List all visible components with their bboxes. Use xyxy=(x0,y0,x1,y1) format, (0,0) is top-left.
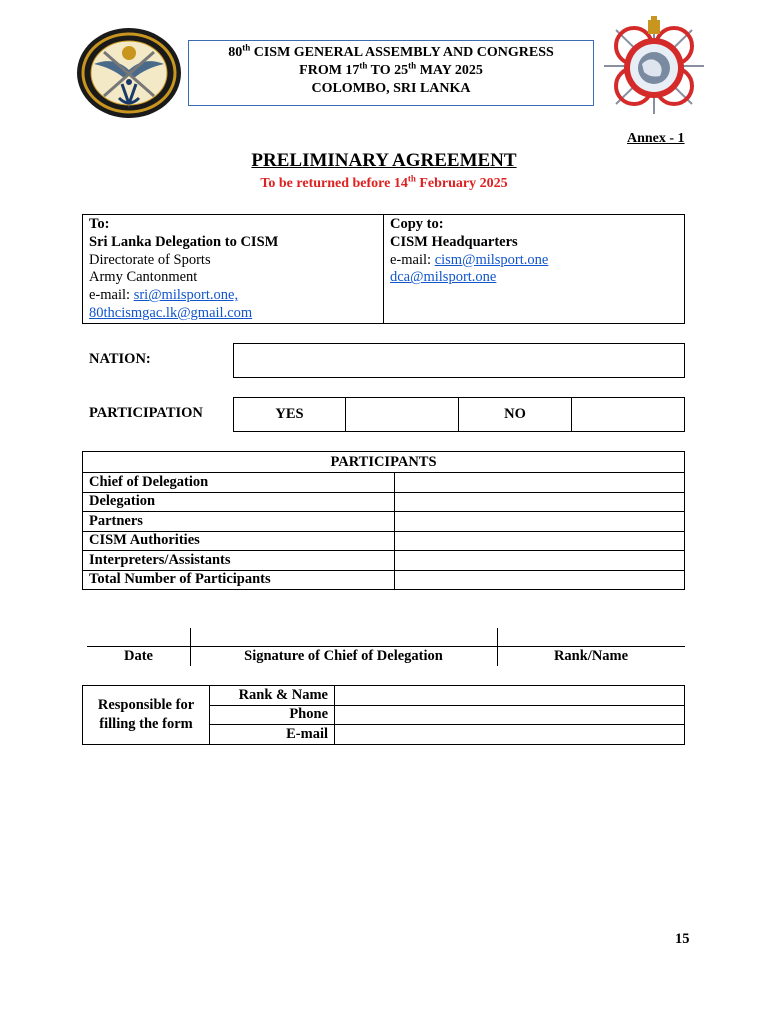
cism-emblem-icon xyxy=(598,16,710,116)
phone-label: Phone xyxy=(210,705,335,725)
event-dates-line: FROM 17th TO 25th MAY 2025 xyxy=(299,60,483,78)
signature-line[interactable] xyxy=(87,646,685,647)
email-link-cism[interactable]: cism@milsport.one xyxy=(434,251,549,268)
date-label: Date xyxy=(124,648,153,664)
nation-field[interactable] xyxy=(233,343,685,378)
participation-row xyxy=(233,397,685,432)
event-header-box xyxy=(188,40,594,106)
address-table xyxy=(82,214,685,324)
responsible-label: Responsible for filling the form xyxy=(83,686,210,745)
addressee-email-row: e-mail: sri@milsport.one, xyxy=(89,287,239,304)
nation-label: NATION: xyxy=(89,351,151,367)
participants-table xyxy=(82,451,685,590)
row-label: Chief of Delegation xyxy=(83,473,395,493)
email-field[interactable] xyxy=(335,725,685,745)
table-row xyxy=(83,570,685,590)
yes-label: YES xyxy=(233,397,346,432)
row-label: CISM Authorities xyxy=(83,531,395,551)
copy-to-cell xyxy=(384,215,684,323)
addressee-org: Sri Lanka Delegation to CISM xyxy=(89,233,279,250)
rank-and-name-label: Rank & Name xyxy=(210,686,335,706)
total-participants-field[interactable] xyxy=(395,570,685,590)
copy-email-row: e-mail: cism@milsport.one xyxy=(390,251,549,268)
rank-and-name-field[interactable] xyxy=(335,686,685,706)
table-row xyxy=(83,531,685,551)
participants-heading: PARTICIPANTS xyxy=(83,452,685,473)
participation-label: PARTICIPATION xyxy=(89,405,203,421)
table-row xyxy=(83,512,685,532)
email-link-sri[interactable]: sri@milsport.one, xyxy=(133,287,239,304)
return-deadline: To be returned before 14th February 2025 xyxy=(260,173,508,191)
responsible-table xyxy=(82,685,685,745)
sri-lanka-forces-emblem-icon xyxy=(74,26,184,120)
table-row xyxy=(83,492,685,512)
event-title-line: 80th CISM GENERAL ASSEMBLY AND CONGRESS xyxy=(228,42,554,60)
email-label: E-mail xyxy=(210,725,335,745)
row-label: Delegation xyxy=(83,492,395,512)
addressee-line2: Army Cantonment xyxy=(89,269,198,286)
table-row xyxy=(83,473,685,493)
addressee-line1: Directorate of Sports xyxy=(89,251,211,268)
signature-label: Signature of Chief of Delegation xyxy=(244,648,443,664)
table-row xyxy=(83,551,685,571)
annex-label: Annex - 1 xyxy=(627,131,685,146)
row-label: Total Number of Participants xyxy=(83,570,395,590)
cism-authorities-field[interactable] xyxy=(395,531,685,551)
event-location-line: COLOMBO, SRI LANKA xyxy=(311,81,471,96)
row-label: Interpreters/Assistants xyxy=(83,551,395,571)
yes-checkbox[interactable] xyxy=(346,397,459,432)
row-label: Partners xyxy=(83,512,395,532)
to-heading: To: xyxy=(89,216,110,232)
page-number: 15 xyxy=(675,931,690,947)
email-link-dca[interactable]: dca@milsport.one xyxy=(390,269,497,286)
no-checkbox[interactable] xyxy=(572,397,685,432)
partners-field[interactable] xyxy=(395,512,685,532)
interpreters-field[interactable] xyxy=(395,551,685,571)
delegation-field[interactable] xyxy=(395,492,685,512)
addressee-cell xyxy=(83,215,384,323)
rank-name-label: Rank/Name xyxy=(553,648,629,664)
copy-to-heading: Copy to: xyxy=(390,216,444,232)
document-title: PRELIMINARY AGREEMENT xyxy=(251,150,517,171)
copy-to-org: CISM Headquarters xyxy=(390,233,518,250)
table-row xyxy=(83,686,685,706)
chief-of-delegation-field[interactable] xyxy=(395,473,685,493)
no-label: NO xyxy=(459,397,572,432)
phone-field[interactable] xyxy=(335,705,685,725)
email-link-80thcismgac[interactable]: 80thcismgac.lk@gmail.com xyxy=(89,304,253,321)
